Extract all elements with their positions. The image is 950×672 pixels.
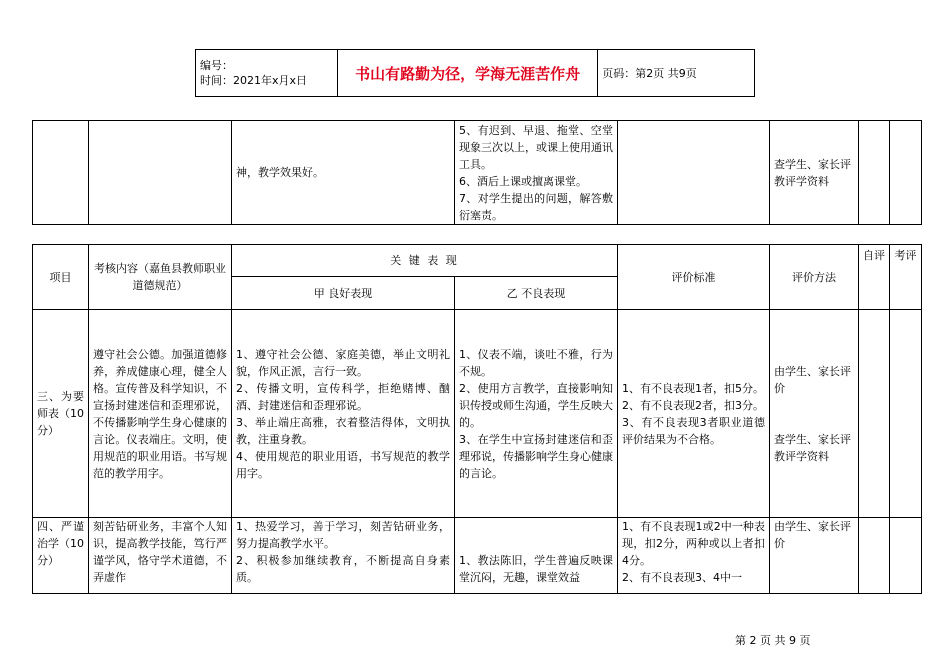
row4-bad: [455, 518, 618, 594]
page-footer: 第 2 页 共 9 页: [735, 634, 811, 647]
row3-content: 遵守社会公德。加强道德修养，养成健康心理，健全人格。宣传普及科学知识，不宣扬封建迷信和歪理邪说，不传播影响学生身心健康的言论。仪表端庄。文明，使用规范的职业用语。书写规范的教学用字。: [89, 310, 232, 518]
cell-exam: [890, 121, 922, 225]
row3-exam: [890, 310, 922, 518]
criteria-line: 1、有不良表现1或2中一种表现，扣2分，两种或以上者扣4分。: [622, 520, 765, 567]
good-line: 1、热爱学习，善于学习，刻苦钻研业务，努力提高教学水平。: [236, 520, 450, 550]
page-header: [195, 49, 755, 97]
bad-line: 1、教法陈旧，学生普遍反映课堂沉闷，无趣，课堂效益: [459, 554, 613, 584]
row4-item: 四、严谨治学（10分）: [33, 518, 89, 594]
row3-bad: [455, 310, 618, 518]
header-exam: 考评: [890, 245, 922, 310]
good-line: 2、积极参加继续教育，不断提高自身素质。: [236, 554, 450, 584]
serial-label: 编号：: [200, 59, 233, 72]
bad-line: 7、对学生提出的问题，解答敷衍塞责。: [459, 191, 613, 222]
row4-method: [770, 518, 859, 594]
cell-criteria: [618, 121, 770, 225]
criteria-line: 2、有不良表现3、4中一: [622, 571, 742, 584]
method-line: 由学生、家长评价: [774, 520, 851, 550]
header-self: 自评: [859, 245, 890, 310]
header-criteria: 评价标准: [618, 245, 770, 310]
good-line: 3、举止端庄高雅，衣着整洁得体，文明执教，注重身教。: [236, 415, 450, 446]
header-key: 关 键 表 现: [232, 245, 618, 277]
bad-line: 5、有迟到、早退、拖堂、空堂现象三次以上，或课上使用通讯工具。: [459, 123, 613, 171]
time-label: 时间：2021年x月x日: [200, 74, 308, 87]
method-line: 查学生、家长评教评学资料: [774, 432, 851, 463]
method-text: 查学生、家长评教评学资料: [774, 157, 851, 188]
header-method: 评价方法: [770, 245, 859, 310]
good-line: 1、遵守社会公德、家庭美德，举止文明礼貌，作风正派，言行一致。: [236, 347, 450, 378]
bad-line: 1、仪表不端，谈吐不雅，行为不规。: [459, 347, 613, 378]
row3-self: [859, 310, 890, 518]
bad-line: 2、使用方言教学，直接影响知识传授或师生沟通，学生反映大的。: [459, 381, 613, 429]
header-content: 考核内容（嘉鱼县教师职业道德规范）: [89, 245, 232, 310]
cell-method: [770, 121, 859, 225]
cell-self: [859, 121, 890, 225]
method-line: 由学生、家长评价: [774, 364, 851, 395]
cell-item: [33, 121, 89, 225]
row3-item: 三、为要师表（10分）: [33, 310, 89, 518]
good-line: 4、使用规范的职业用语，书写规范的教学用字。: [236, 449, 450, 480]
row4-self: [859, 518, 890, 594]
row3-criteria: [618, 310, 770, 518]
criteria-line: 3、有不良表现3者职业道德评价结果为不合格。: [622, 415, 765, 446]
header-bad: 乙 不良表现: [455, 277, 618, 310]
row3-method: [770, 310, 859, 518]
motto: 书山有路勤为径，学海无涯苦作舟: [338, 50, 598, 97]
cell-bad: [455, 121, 618, 225]
header-meta: [196, 50, 338, 97]
criteria-line: 2、有不良表现2者，扣3分。: [622, 398, 764, 412]
continued-table: [32, 120, 922, 225]
cell-good: [232, 121, 455, 225]
page-label: 页码：第2页 共9页: [598, 50, 755, 97]
assessment-table: [32, 244, 922, 594]
row4-criteria: [618, 518, 770, 594]
header-item: 项目: [33, 245, 89, 310]
row3-good: [232, 310, 455, 518]
good-line: 2、传播文明，宣传科学，拒绝赌博、酗酒、封建迷信和歪理邪说。: [236, 381, 450, 412]
good-text: 神，教学效果好。: [236, 166, 324, 179]
criteria-line: 1、有不良表现1者，扣5分。: [622, 381, 764, 395]
header-good: 甲 良好表现: [232, 277, 455, 310]
bad-line: 6、酒后上课或擅离课堂。: [459, 174, 587, 188]
row4-content: 刻苦钻研业务，丰富个人知识，提高教学技能，笃行严谨学风，恪守学术道德，不弄虚作: [89, 518, 232, 594]
bad-line: 3、在学生中宣扬封建迷信和歪理邪说，传播影响学生身心健康的言论。: [459, 432, 613, 480]
cell-content: [89, 121, 232, 225]
row4-exam: [890, 518, 922, 594]
row4-good: [232, 518, 455, 594]
